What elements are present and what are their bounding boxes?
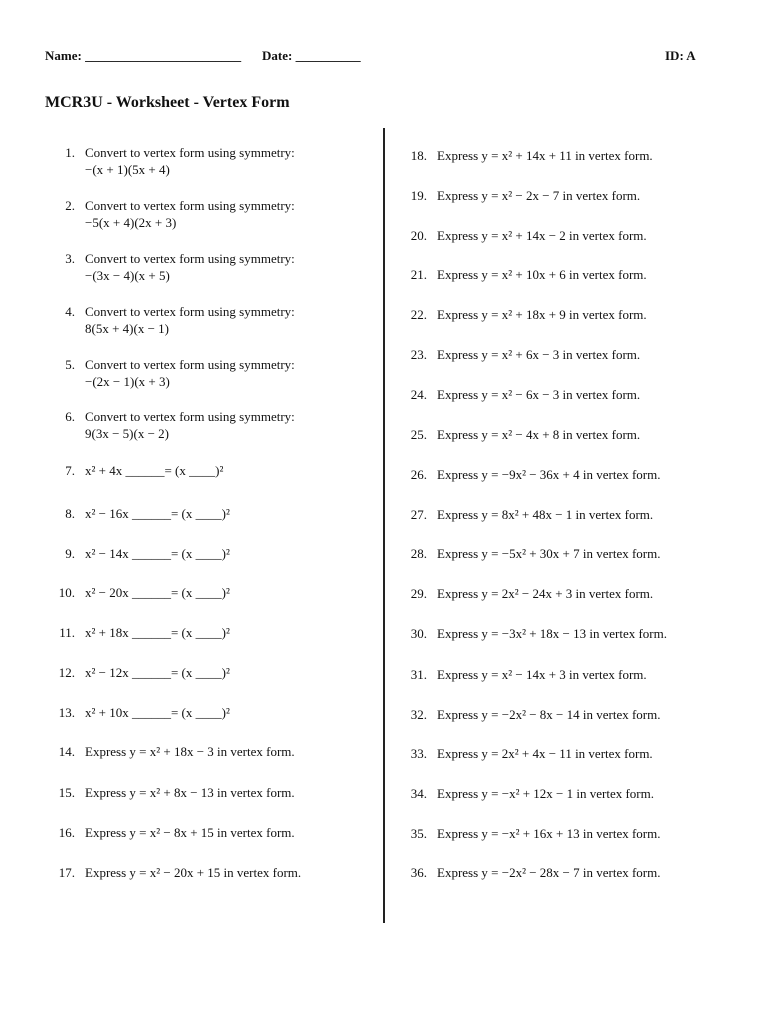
question-number: 30. xyxy=(410,626,427,641)
question-text xyxy=(85,743,295,760)
name-field-label: Name: ________________________ xyxy=(45,48,242,63)
question-line: Convert to vertex form using symmetry: xyxy=(85,251,295,266)
question-line: Express y = x² + 14x + 11 in vertex form. xyxy=(437,148,653,163)
question-expression: −(2x − 1)(x + 3) xyxy=(85,374,170,389)
question-expression: −5(x + 4)(2x + 3) xyxy=(85,215,177,230)
question-line: x² + 4x ______= (x ____)² xyxy=(85,463,224,478)
question-line: Express y = x² + 14x − 2 in vertex form. xyxy=(437,228,647,243)
question-line: Express y = 8x² + 48x − 1 in vertex form. xyxy=(437,507,654,522)
question-text xyxy=(437,625,667,642)
question-line: Express y = x² − 14x + 3 in vertex form. xyxy=(437,667,647,682)
question-text xyxy=(85,545,230,562)
question-line: Express y = x² + 10x + 6 in vertex form. xyxy=(437,267,647,282)
date-field-label: Date: __________ xyxy=(262,48,361,63)
question-text xyxy=(437,346,640,363)
question-line: x² + 10x ______= (x ____)² xyxy=(85,705,230,720)
question-line: Express y = x² − 8x + 15 in vertex form. xyxy=(85,825,295,840)
question-number: 14. xyxy=(58,744,75,759)
question-number: 32. xyxy=(410,707,427,722)
question-text xyxy=(85,250,295,284)
question-text xyxy=(85,624,230,641)
question-text xyxy=(437,825,661,842)
question-line: Express y = x² − 20x + 15 in vertex form. xyxy=(85,865,302,880)
question-text xyxy=(85,824,295,841)
question-number: 33. xyxy=(410,746,427,761)
question-line: Express y = −9x² − 36x + 4 in vertex form. xyxy=(437,467,661,482)
question-text xyxy=(85,584,230,601)
question-number: 11. xyxy=(59,625,75,640)
question-text xyxy=(85,408,295,442)
question-line: Express y = −x² + 12x − 1 in vertex form. xyxy=(437,786,654,801)
question-text xyxy=(85,303,295,337)
question-text xyxy=(85,144,295,178)
question-number: 1. xyxy=(65,145,75,160)
question-line: x² − 14x ______= (x ____)² xyxy=(85,546,230,561)
question-line: Express y = x² + 6x − 3 in vertex form. xyxy=(437,347,641,362)
question-line: Express y = −5x² + 30x + 7 in vertex form. xyxy=(437,546,661,561)
question-number: 20. xyxy=(410,228,427,243)
question-text xyxy=(437,386,640,403)
question-line: Express y = −3x² + 18x − 13 in vertex form. xyxy=(437,626,667,641)
question-text xyxy=(85,704,230,721)
question-text xyxy=(85,462,223,479)
question-line: Express y = x² − 4x + 8 in vertex form. xyxy=(437,427,641,442)
question-number: 17. xyxy=(58,865,75,880)
question-number: 28. xyxy=(410,546,427,561)
question-line: Express y = 2x² − 24x + 3 in vertex form. xyxy=(437,586,654,601)
question-text xyxy=(85,356,295,390)
question-text xyxy=(437,706,661,723)
question-number: 16. xyxy=(58,825,75,840)
question-number: 31. xyxy=(410,667,427,682)
question-text xyxy=(85,864,301,881)
question-number: 24. xyxy=(410,387,427,402)
question-text xyxy=(437,266,647,283)
question-number: 6. xyxy=(65,409,75,424)
question-number: 15. xyxy=(58,785,75,800)
question-number: 25. xyxy=(410,427,427,442)
question-line: Express y = −x² + 16x + 13 in vertex form. xyxy=(437,826,661,841)
question-line: x² − 16x ______= (x ____)² xyxy=(85,506,230,521)
question-text xyxy=(437,666,647,683)
question-line: Convert to vertex form using symmetry: xyxy=(85,145,295,160)
question-number: 5. xyxy=(65,357,75,372)
worksheet-id: ID: A xyxy=(665,48,696,63)
question-number: 8. xyxy=(65,506,75,521)
question-text xyxy=(437,545,661,562)
question-number: 21. xyxy=(410,267,427,282)
question-expression: 9(3x − 5)(x − 2) xyxy=(85,426,169,441)
question-text xyxy=(437,466,661,483)
question-line: Convert to vertex form using symmetry: xyxy=(85,409,295,424)
question-line: Express y = x² − 2x − 7 in vertex form. xyxy=(437,188,641,203)
question-number: 26. xyxy=(410,467,427,482)
question-line: Express y = x² + 8x − 13 in vertex form. xyxy=(85,785,295,800)
question-number: 27. xyxy=(410,507,427,522)
question-text xyxy=(437,506,653,523)
question-line: Convert to vertex form using symmetry: xyxy=(85,357,295,372)
question-line: Express y = x² − 6x − 3 in vertex form. xyxy=(437,387,641,402)
question-text xyxy=(437,227,647,244)
question-number: 22. xyxy=(410,307,427,322)
question-number: 35. xyxy=(410,826,427,841)
question-number: 12. xyxy=(58,665,75,680)
column-divider xyxy=(383,128,385,923)
question-text xyxy=(85,505,230,522)
question-line: x² − 12x ______= (x ____)² xyxy=(85,665,230,680)
question-expression: −(x + 1)(5x + 4) xyxy=(85,162,170,177)
question-number: 2. xyxy=(65,198,75,213)
question-text xyxy=(437,426,640,443)
question-number: 36. xyxy=(410,865,427,880)
question-number: 34. xyxy=(410,786,427,801)
question-line: Express y = x² + 18x + 9 in vertex form. xyxy=(437,307,647,322)
question-number: 4. xyxy=(65,304,75,319)
question-text xyxy=(437,147,653,164)
question-text xyxy=(437,864,661,881)
question-text xyxy=(85,664,230,681)
question-number: 29. xyxy=(410,586,427,601)
question-text xyxy=(437,785,654,802)
question-line: Express y = x² + 18x − 3 in vertex form. xyxy=(85,744,295,759)
question-number: 9. xyxy=(65,546,75,561)
question-expression: −(3x − 4)(x + 5) xyxy=(85,268,170,283)
question-number: 13. xyxy=(58,705,75,720)
question-number: 18. xyxy=(410,148,427,163)
question-text xyxy=(437,306,647,323)
question-text xyxy=(437,187,640,204)
question-line: Express y = −2x² − 28x − 7 in vertex form. xyxy=(437,865,661,880)
question-number: 7. xyxy=(65,463,75,478)
question-line: x² − 20x ______= (x ____)² xyxy=(85,585,230,600)
question-line: x² + 18x ______= (x ____)² xyxy=(85,625,230,640)
question-expression: 8(5x + 4)(x − 1) xyxy=(85,321,169,336)
question-line: Convert to vertex form using symmetry: xyxy=(85,304,295,319)
question-text xyxy=(85,197,295,231)
question-number: 19. xyxy=(410,188,427,203)
question-number: 23. xyxy=(410,347,427,362)
question-number: 3. xyxy=(65,251,75,266)
question-text xyxy=(437,585,653,602)
question-number: 10. xyxy=(58,585,75,600)
question-line: Express y = 2x² + 4x − 11 in vertex form. xyxy=(437,746,653,761)
question-line: Convert to vertex form using symmetry: xyxy=(85,198,295,213)
question-text xyxy=(437,745,653,762)
worksheet-title: MCR3U - Worksheet - Vertex Form xyxy=(45,94,290,111)
question-text xyxy=(85,784,295,801)
question-line: Express y = −2x² − 8x − 14 in vertex form. xyxy=(437,707,661,722)
